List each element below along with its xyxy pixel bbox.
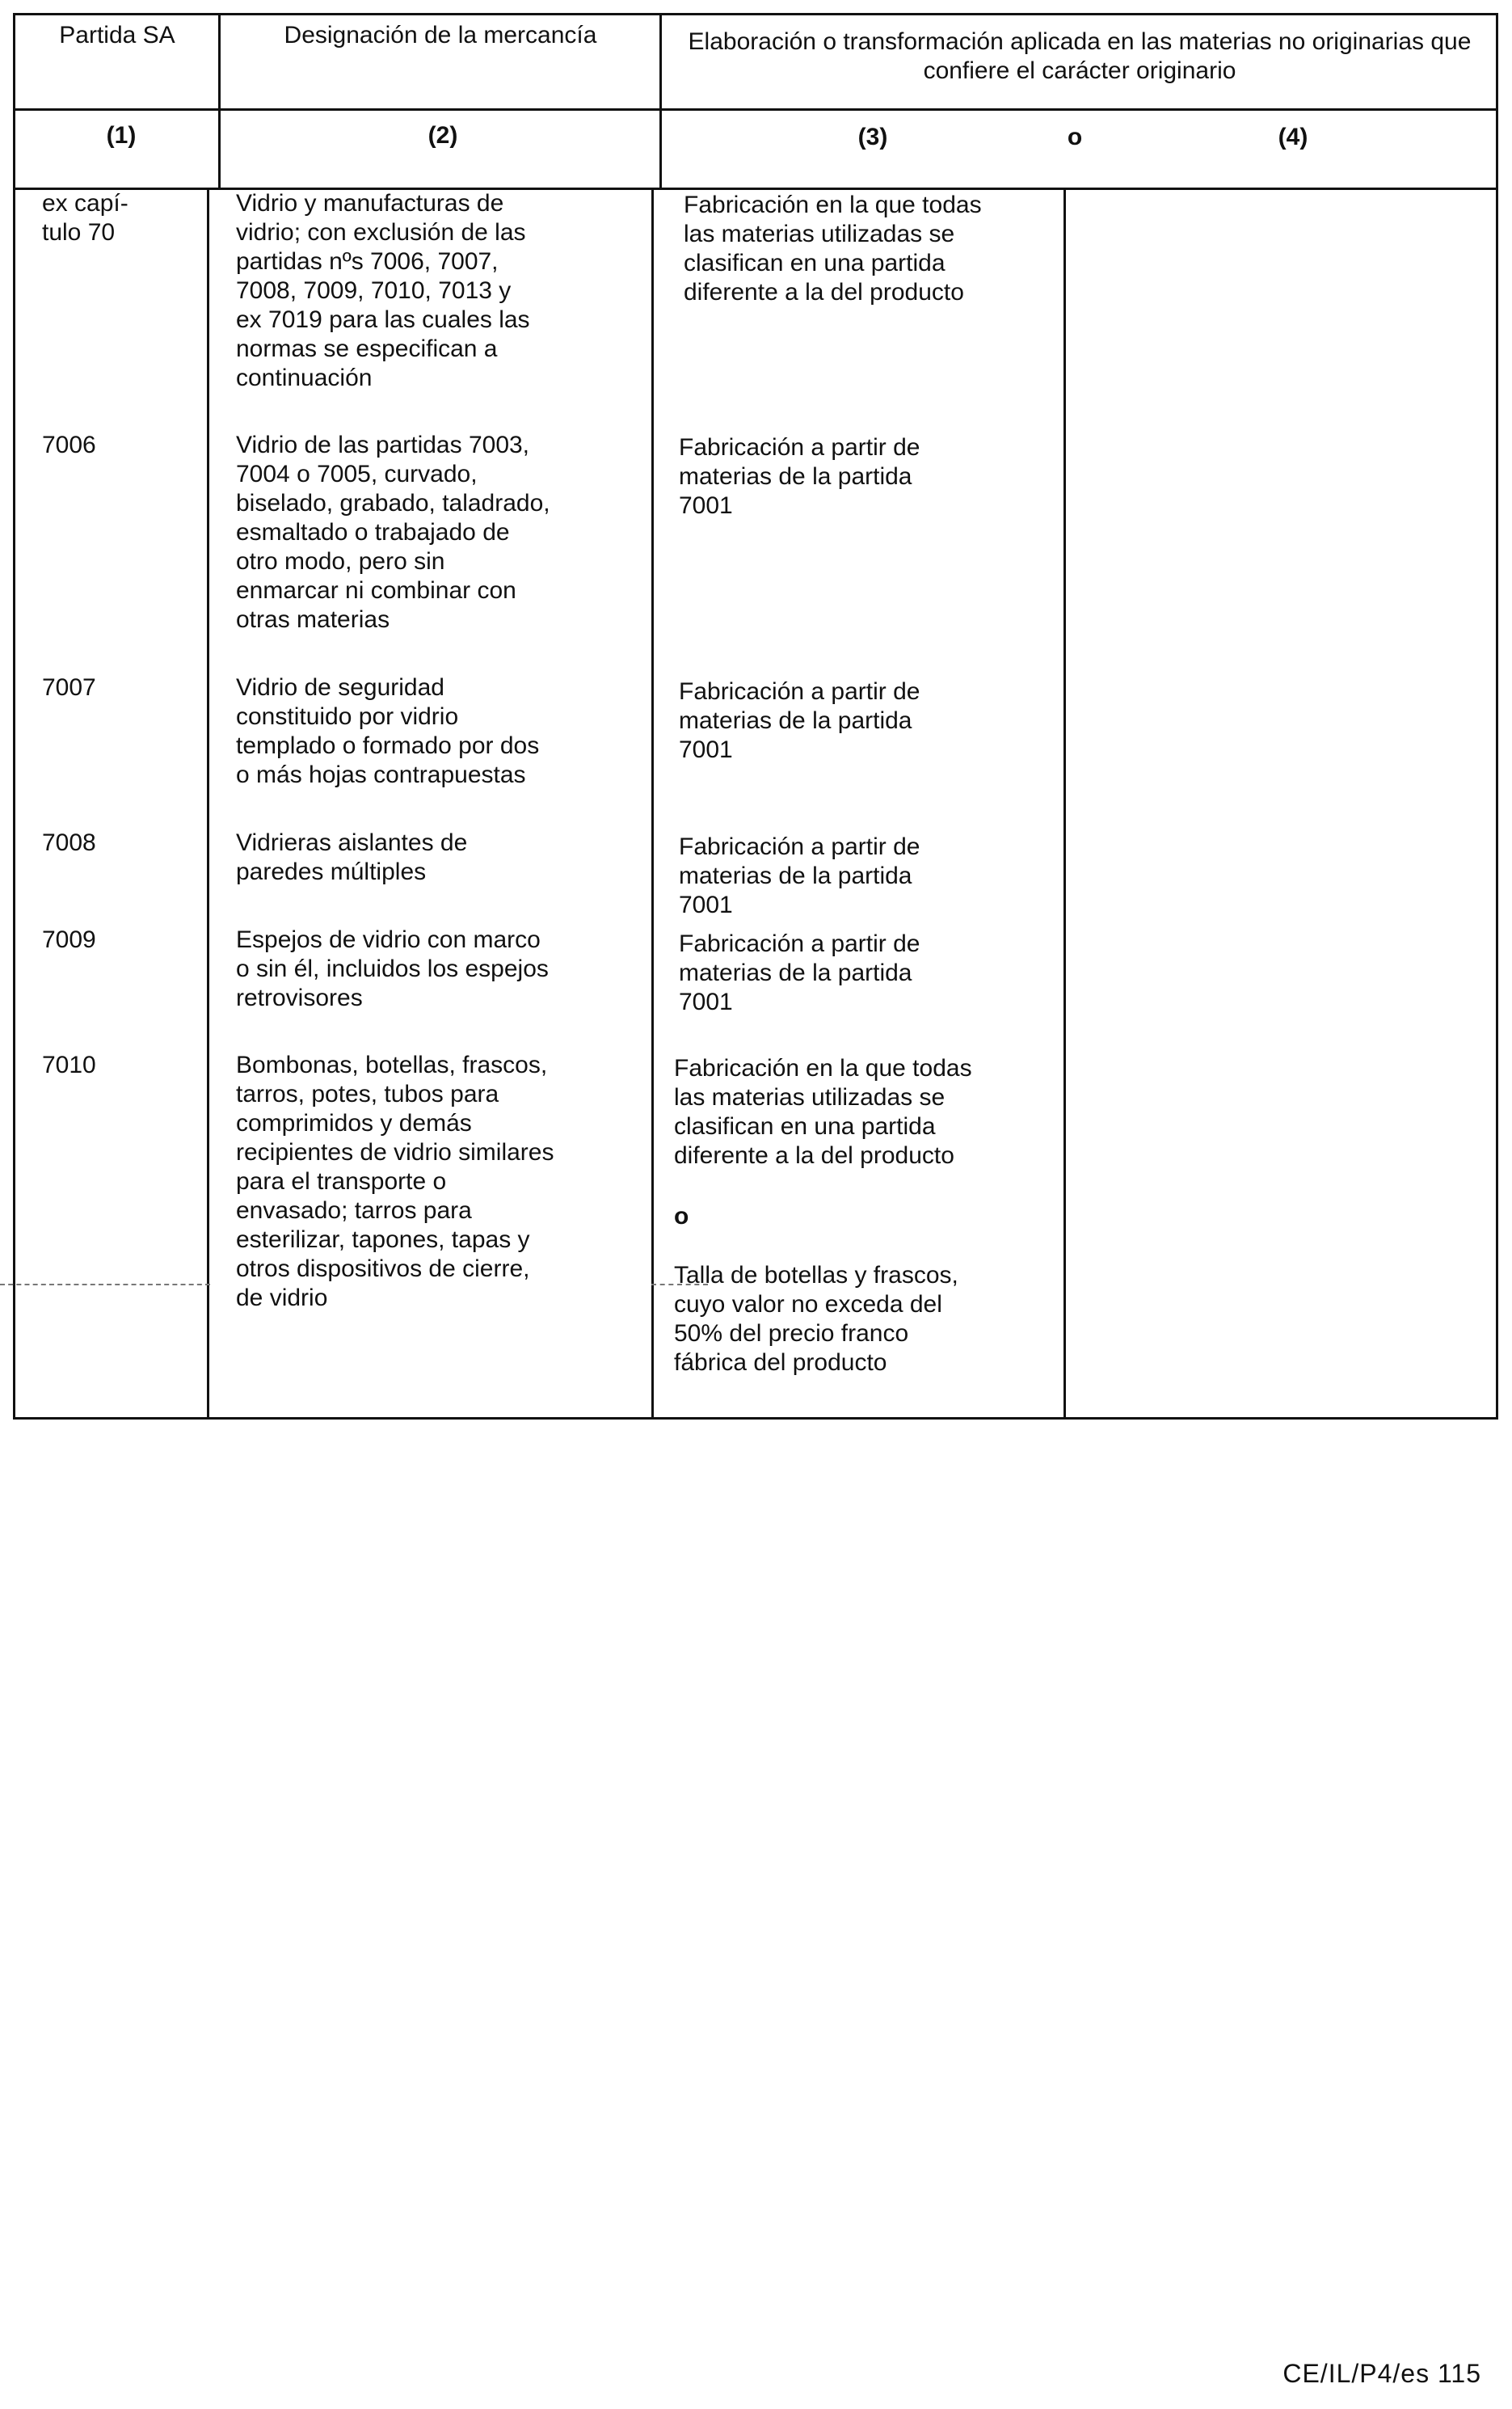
row-6-rule: Fabricación en la que todas las materias utilizadas se clasifican en una partida diferente a la del producto (674, 1055, 972, 1169)
row-2-rule: Fabricación a partir de materias de la partida 7001 (679, 434, 920, 519)
row-4-rule: Fabricación a partir de materias de la partida 7001 (679, 833, 920, 918)
column-divider-3 (1063, 188, 1066, 1420)
column-divider-2-header (659, 13, 662, 189)
column-number-4: (4) (1278, 124, 1308, 150)
row-3-code: 7007 (42, 674, 96, 701)
column-number-3: (3) (857, 124, 888, 150)
row-4-description: Vidrieras aislantes de paredes múltiples (236, 829, 468, 885)
row-6-description: Bombonas, botellas, frascos, tarros, potes, tubos para comprimidos y demás recipientes de vidrio similares para el transporte o envasado; tarros para esterilizar, tapones, tapas y otros dispositivos de cierre, de vidrio (236, 1052, 554, 1311)
column-number-1: (1) (106, 122, 137, 149)
row-6-rule-alternative: Talla de botellas y frascos, cuyo valor no exceda del 50% del precio franco fábrica del producto (674, 1262, 958, 1376)
row-1-rule: Fabricación en la que todas las materias utilizadas se clasifican en una partida diferente a la del producto (684, 192, 982, 306)
row-3-rule: Fabricación a partir de materias de la partida 7001 (679, 678, 920, 763)
header-partida-sa: Partida SA (59, 22, 175, 49)
column-divider-1 (207, 188, 209, 1420)
column-divider-1-header (218, 13, 221, 189)
row-5-code: 7009 (42, 926, 96, 953)
row-1-description: Vidrio y manufacturas de vidrio; con exclusión de las partidas nºs 7006, 7007, 7008, 7009, 7010, 7013 y ex 7019 para las cuales las normas se especifican a continuación (236, 190, 530, 391)
scan-mark-line-left (0, 1284, 210, 1285)
header-bottom-line (13, 108, 1498, 111)
header-designacion: Designación de la mercancía (284, 22, 597, 49)
row-4-code: 7008 (42, 829, 96, 856)
document-reference: CE/IL/P4/es 115 (1282, 2359, 1481, 2388)
row-6-code: 7010 (42, 1052, 96, 1078)
row-2-code: 7006 (42, 432, 96, 458)
header-elaboracion: Elaboración o transformación aplicada en las materias no originarias que confiere el carácter originario (688, 28, 1472, 84)
row-2-description: Vidrio de las partidas 7003, 7004 o 7005, curvado, biselado, grabado, taladrado, esmaltado o trabajado de otro modo, pero sin enmarcar ni combinar con otras materias (236, 432, 550, 633)
row-5-rule: Fabricación a partir de materias de la partida 7001 (679, 930, 920, 1015)
row-1-code: ex capí- tulo 70 (42, 190, 128, 246)
column-divider-2 (651, 188, 654, 1420)
row-6-rule-or: o (674, 1203, 689, 1230)
row-5-description: Espejos de vidrio con marco o sin él, incluidos los espejos retrovisores (236, 926, 549, 1011)
row-3-description: Vidrio de seguridad constituido por vidrio templado o formado por dos o más hojas contrapuestas (236, 674, 540, 788)
column-or-label: o (1067, 124, 1083, 150)
column-number-2: (2) (427, 122, 458, 149)
